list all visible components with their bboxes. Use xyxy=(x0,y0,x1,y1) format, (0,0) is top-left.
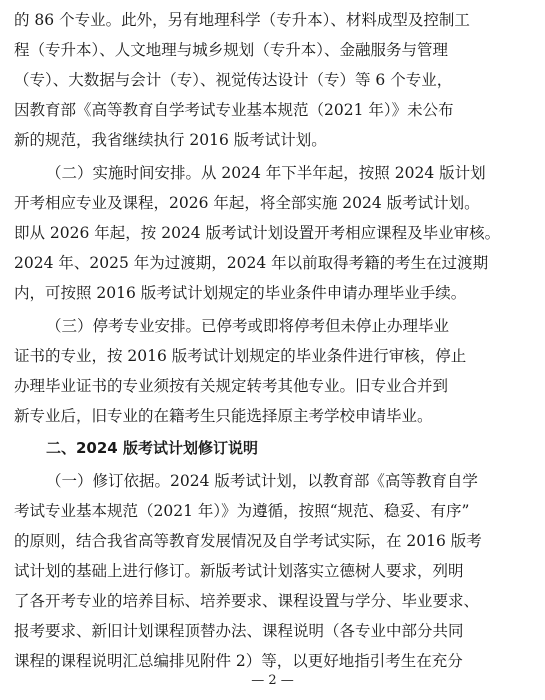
text-line: 程（专升本）、人文地理与城乡规划（专升本）、金融服务与管理 xyxy=(14,41,449,59)
text-line: 新专业后，旧专业的在籍考生只能选择原主考学校申请毕业。 xyxy=(14,407,433,425)
text-line: 证书的专业，按 2016 版考试计划规定的毕业条件进行审核，停止 xyxy=(14,347,467,365)
text-line: 了各开考专业的培养目标、培养要求、课程设置与学分、毕业要求、 xyxy=(14,592,480,610)
text-line: 考试专业基本规范（2021 年）》为遵循，按照“规范、稳妥、有序” xyxy=(14,502,470,520)
text-line: 的原则，结合我省高等教育发展情况及自学考试实际，在 2016 版考 xyxy=(14,532,482,550)
text-line: 即从 2026 年起，按 2024 版考试计划设置开考相应课程及毕业审核。 xyxy=(14,224,501,242)
text-line: （专）、大数据与会计（专）、视觉传达设计（专）等 6 个专业， xyxy=(14,71,453,89)
text-line: （二）实施时间安排。从 2024 年下半年起，按照 2024 版计划 xyxy=(46,164,486,182)
page-number: — 2 — xyxy=(251,673,294,688)
text-line: （一）修订依据。2024 版考试计划，以教育部《高等教育自学 xyxy=(46,472,478,490)
text-line: 办理毕业证书的专业须按有关规定转考其他专业。旧专业合并到 xyxy=(14,377,449,395)
text-line: （三）停考专业安排。已停考或即将停考但未停止办理毕业 xyxy=(46,317,450,335)
text-line: 新的规范，我省继续执行 2016 版考试计划。 xyxy=(14,131,327,149)
text-line: 报考要求、新旧计划课程顶替办法、课程说明（各专业中部分共同 xyxy=(14,622,464,640)
text-line: 2024 年、2025 年为过渡期，2024 年以前取得考籍的考生在过渡期 xyxy=(14,254,489,272)
text-line: 试计划的基础上进行修订。新版考试计划落实立德树人要求，列明 xyxy=(14,562,464,580)
text-line: 内，可按照 2016 版考试计划规定的毕业条件申请办理毕业手续。 xyxy=(14,284,467,302)
text-line: 开考相应专业及课程，2026 年起，将全部实施 2024 版考试计划。 xyxy=(14,194,480,212)
text-line: 因教育部《高等教育自学考试专业基本规范（2021 年）》未公布 xyxy=(14,101,454,119)
text-line: 课程的课程说明汇总编排见附件 2）等，以更好地指引考生在充分 xyxy=(14,652,463,670)
text-line: 的 86 个专业。此外，另有地理科学（专升本）、材料成型及控制工 xyxy=(14,11,470,29)
section-heading: 二、2024 版考试计划修订说明 xyxy=(46,439,258,457)
